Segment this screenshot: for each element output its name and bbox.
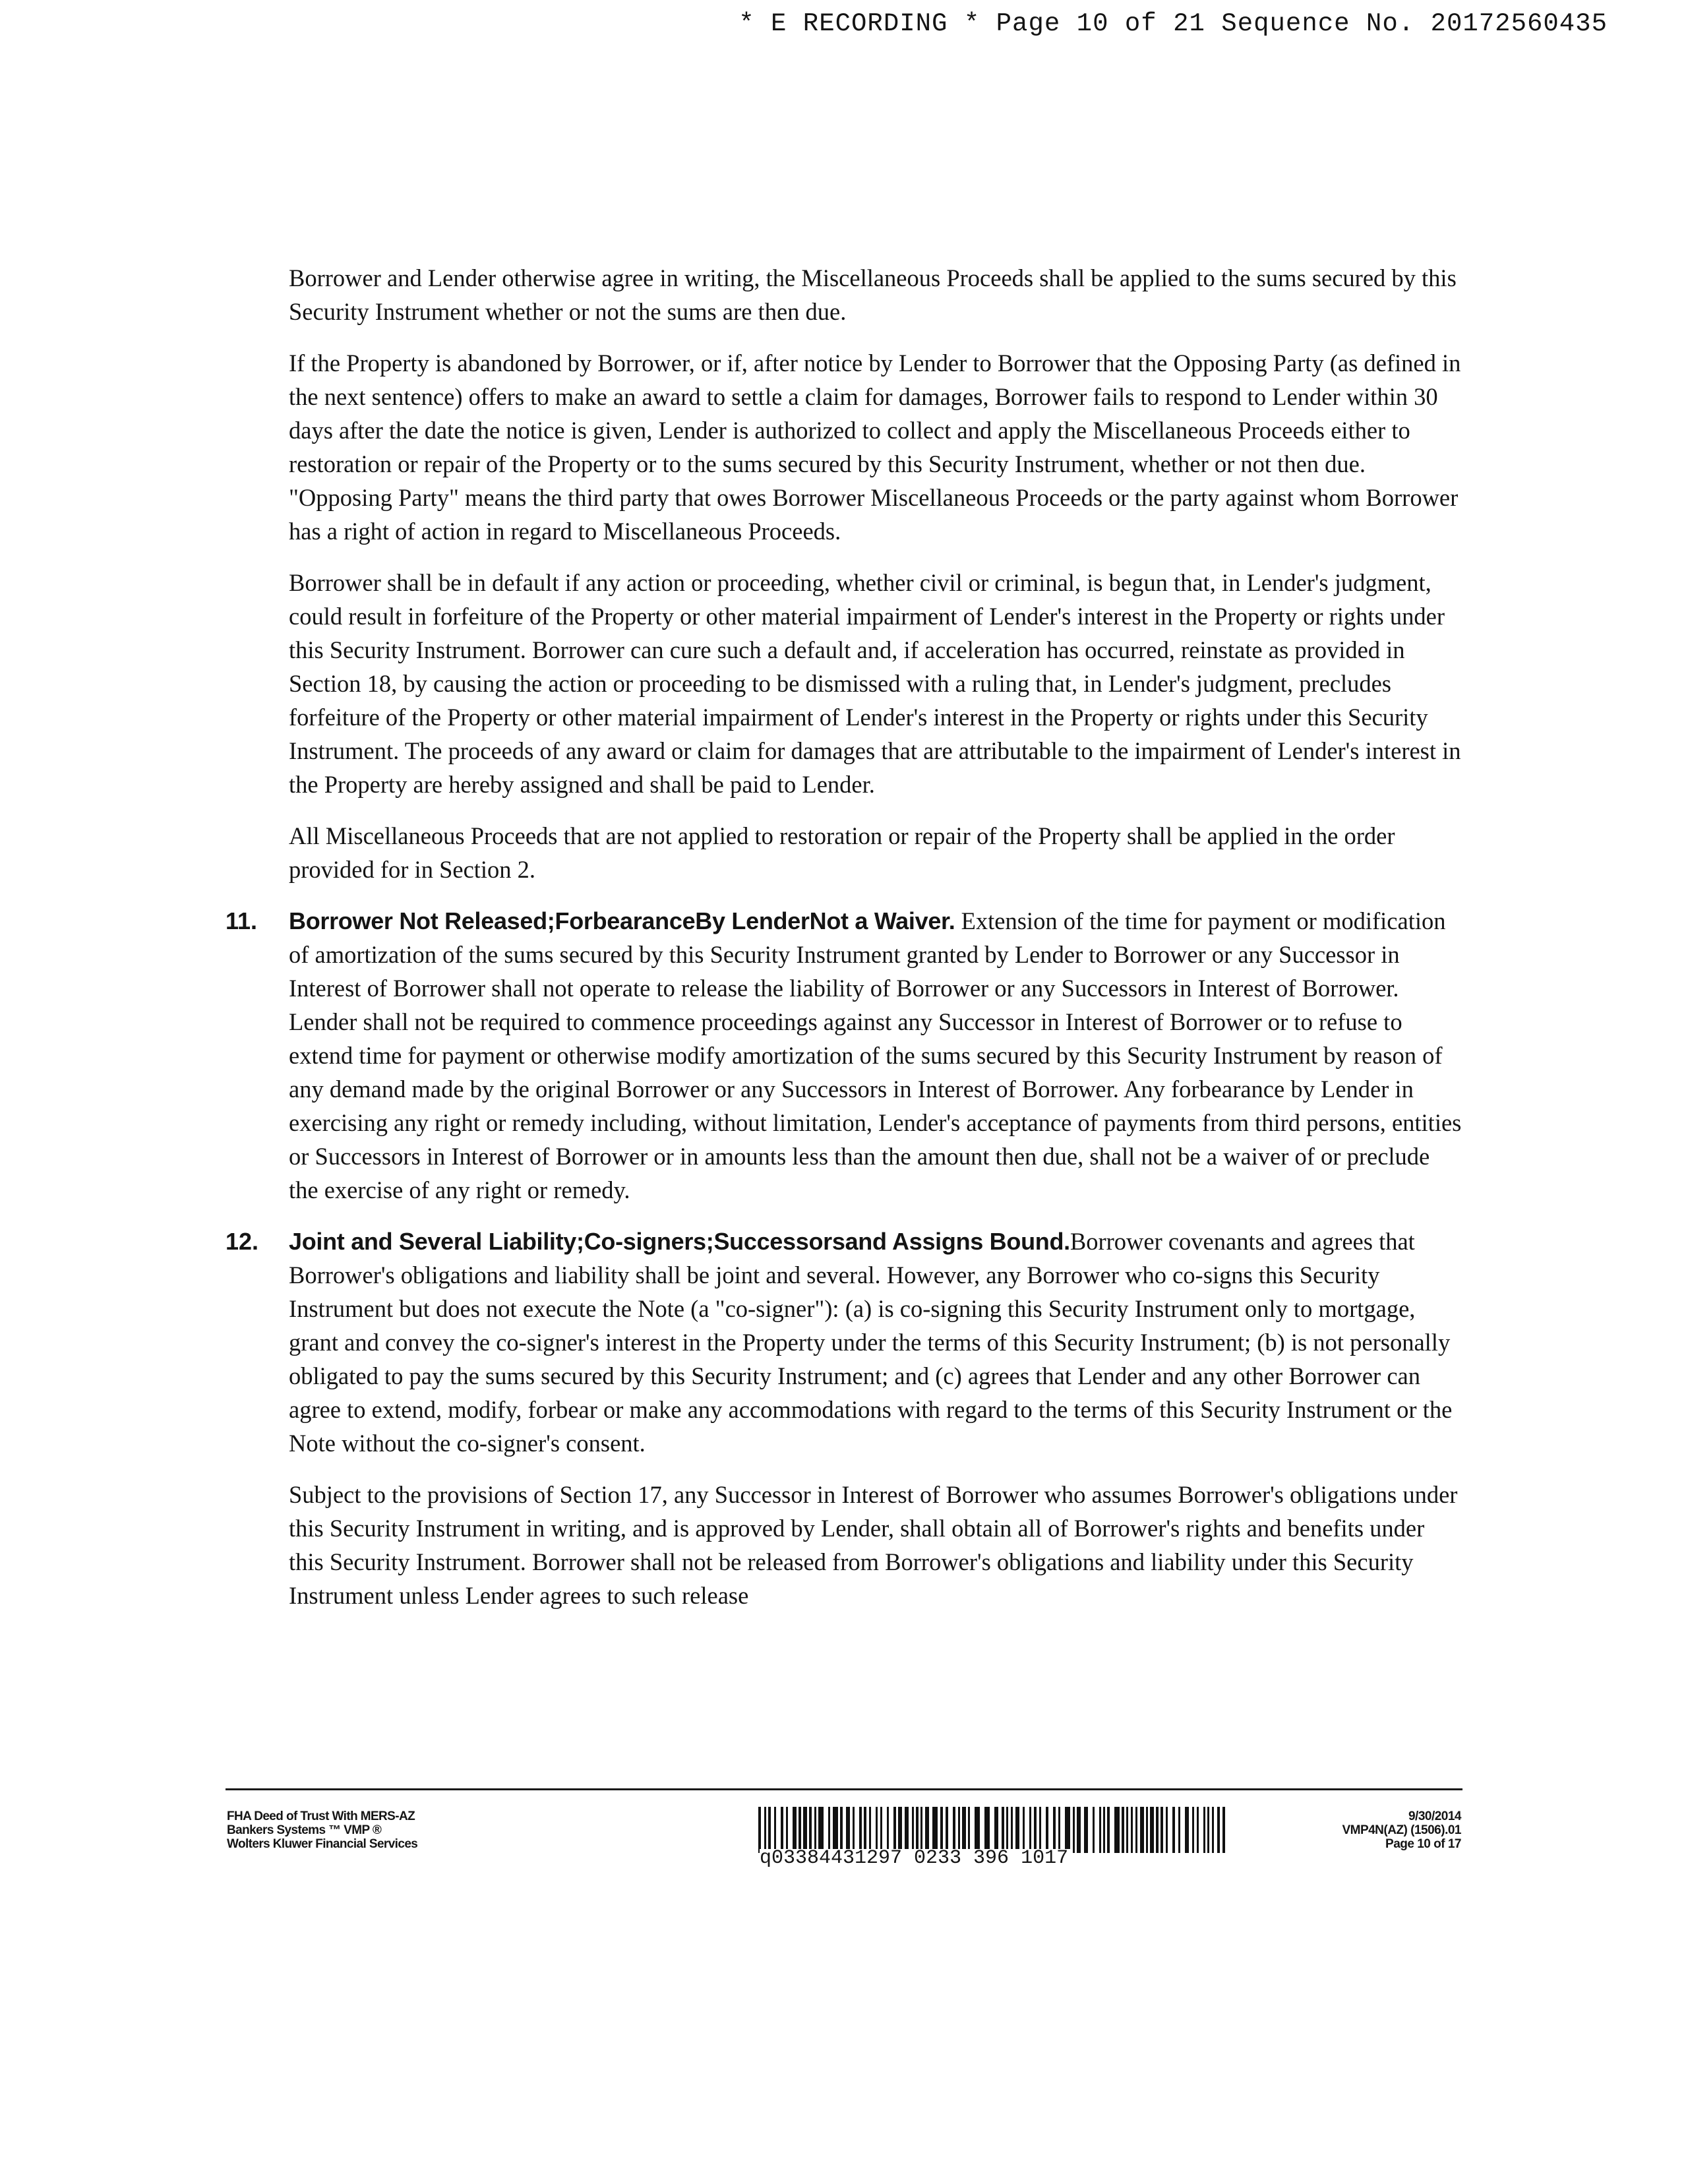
barcode-gap <box>855 1807 859 1853</box>
barcode-gap <box>1095 1807 1099 1853</box>
section-11 <box>226 904 1462 1207</box>
footer-vendor: Bankers Systems ™ VMP ® <box>227 1823 382 1837</box>
footer-date: 9/30/2014 <box>1408 1809 1461 1823</box>
barcode-bar <box>833 1807 838 1853</box>
footer-form-info <box>227 1809 417 1851</box>
paragraph-abandoned-property: If the Property is abandoned by Borrower, or if, after notice by Lender to Borrower that the Opposing Party (as defined in the next sentence) offers to make an award to settle a claim for damages, Borrower fails to respond to Lender within 30 days after the date the notice is given, Lender is authorized to collect and apply the Miscellaneous Proceeds either to restoration or repair of the Property or to the sums secured by this Security Instrument, whether or not then due. "Opposing Party" means the third party that owes Borrower Miscellaneous Proceeds or the party against whom Borrower has a right of action in regard to Miscellaneous Proceeds. <box>289 349 1461 545</box>
barcode-gap <box>1060 1807 1065 1853</box>
footer-publisher: Wolters Kluwer Financial Services <box>227 1837 418 1851</box>
barcode-gap <box>1025 1807 1029 1853</box>
barcode-bar <box>1065 1807 1070 1853</box>
barcode-bar <box>1114 1807 1120 1853</box>
barcode-gap <box>970 1807 975 1853</box>
barcode-bar <box>1222 1807 1225 1853</box>
barcode-gap <box>1041 1807 1046 1853</box>
barcode-gap <box>1180 1807 1185 1853</box>
footer-divider <box>226 1788 1462 1790</box>
barcode-gap <box>1088 1807 1093 1853</box>
barcode-gap <box>1199 1807 1203 1853</box>
barcode-bar <box>975 1807 980 1853</box>
footer-form-title: FHA Deed of Trust With MERS-AZ <box>227 1809 415 1823</box>
barcode-bar <box>984 1807 990 1853</box>
barcode-gap <box>1048 1807 1053 1853</box>
barcode-gap <box>990 1807 994 1853</box>
barcode-gap <box>871 1807 876 1853</box>
barcode-gap <box>1110 1807 1114 1853</box>
section-11-number: 11. <box>226 907 258 934</box>
section-11-text: Extension of the time for payment or modification of amortization of the sums secured by this Security Instrument granted by Lender to Borrower or any Successor in Interest of Borrower shall not operate to release the liability of Borrower or any Successors in Interest of Borrower. Lender shall not be required to commence proceedings against any Successor in Interest of Borrower or to refuse to extend time for payment or otherwise modify amortization of the sums secured by this Security Instrument by reason of any demand made by the original Borrower or any Successors in Interest of Borrower. Any forbearance by Lender in exercising any right or remedy including, without limitation, Lender's acceptance of payments from third persons, entities or Successors in Interest of Borrower or in amounts less than the amount then due, shall not be a waiver of or preclude the exercise of any right or remedy. <box>289 907 1462 1203</box>
section-11-body <box>289 904 1462 1207</box>
footer-page-number: Page 10 of 17 <box>1385 1837 1461 1851</box>
barcode-gap <box>776 1807 781 1853</box>
section-11-heading: Borrower Not Released;ForbearanceBy LenderNot a Waiver. <box>289 907 955 934</box>
barcode-bar <box>818 1807 824 1853</box>
section-12-number: 12. <box>226 1228 259 1255</box>
paragraph-miscellaneous-proceeds-application: Borrower and Lender otherwise agree in writing, the Miscellaneous Proceeds shall be applied to the sums secured by this Security Instrument whether or not the sums are then due. <box>289 264 1457 325</box>
section-12 <box>226 1225 1462 1460</box>
recording-header: * E RECORDING * Page 10 of 21 Sequence No. 20172560435 <box>738 9 1608 38</box>
barcode-gap <box>980 1807 984 1853</box>
section-12-text: Borrower covenants and agrees that Borrower's obligations and liability shall be joint and several. However, any Borrower who co-signs this Security Instrument but does not execute the Note (a "co-signer"): (a) is co-signing this Security Instrument only to mortgage, grant and convey the co-signer's interest in the Property under the terms of this Security Instrument; (b) is not personally obligated to pay the sums secured by this Security Instrument; and (c) agrees that Lender and any other Borrower can agree to extend, modify, forbear or make any accommodations with regard to the terms of this Security Instrument or the Note without the co-signer's consent. <box>289 1228 1453 1457</box>
barcode-gap <box>824 1807 828 1853</box>
paragraph-default-proceeding: Borrower shall be in default if any action or proceeding, whether civil or criminal, is begun that, in Lender's judgment, could result in forfeiture of the Property or other material impairment of Lender's interest in the Property or rights under this Security Instrument. Borrower can cure such a default and, if acceleration has occurred, reinstate as provided in Section 18, by causing the action or proceeding to be dismissed with a ruling that, in Lender's judgment, precludes forfeiture of the Property or other material impairment of Lender's interest in the Property or rights under this Security Instrument. The proceeds of any award or claim for damages that are attributable to the impairment of Lender's interest in the Property are hereby assigned and shall be paid to Lender. <box>289 569 1461 798</box>
barcode-gap <box>882 1807 887 1853</box>
barcode-block <box>758 1807 1229 1867</box>
barcode-gap <box>788 1807 793 1853</box>
barcode-gap <box>948 1807 953 1853</box>
barcode <box>758 1807 1229 1853</box>
paragraph-unapplied-proceeds: All Miscellaneous Proceeds that are not applied to restoration or repair of the Property shall be applied in the order provided for in Section 2. <box>289 822 1395 883</box>
barcode-bar <box>932 1807 938 1853</box>
paragraph-successor-obligations: Subject to the provisions of Section 17, any Successor in Interest of Borrower who assumes Borrower's obligations under this Security Instrument in writing, and is approved by Lender, shall obtain all of Borrower's rights and benefits under this Security Instrument. Borrower shall not be released from Borrower's obligations and liability under this Security Instrument unless Lender agrees to such release <box>289 1481 1458 1609</box>
document-body <box>226 261 1462 1630</box>
barcode-gap <box>1168 1807 1172 1853</box>
footer-form-code: VMP4N(AZ) (1506).01 <box>1342 1823 1461 1837</box>
footer-form-codes <box>1342 1809 1461 1851</box>
barcode-gap <box>889 1807 893 1853</box>
section-12-heading: Joint and Several Liability;Co-signers;Successorsand Assigns Bound. <box>289 1228 1070 1255</box>
barcode-number: q03384431297 0233 396 1017 <box>760 1849 1072 1867</box>
section-12-body <box>289 1225 1462 1460</box>
